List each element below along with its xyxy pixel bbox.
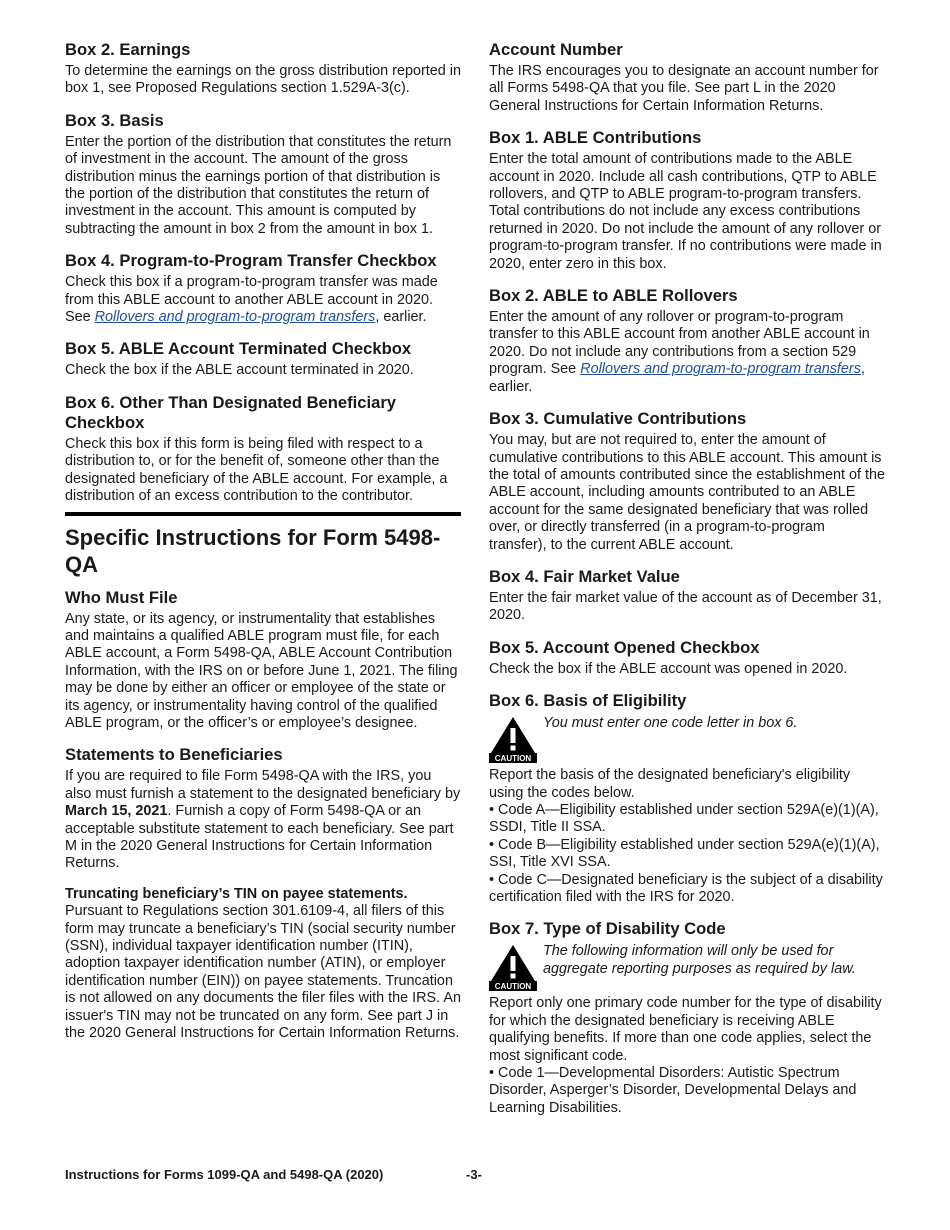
statements-text-after: . Furnish a copy of Form 5498-QA or an acceptable substitute statement to each beneficiary. See part M in the 2020 General Instructions for Certain Information Returns. — [65, 803, 454, 872]
box6-caution-text: You must enter one code letter in box 6. — [543, 715, 798, 732]
box5-terminated-heading: Box 5. ABLE Account Terminated Checkbox — [65, 339, 412, 359]
box2-earnings-section — [65, 40, 461, 98]
right-column — [489, 40, 885, 1130]
box4-fmv-heading: Box 4. Fair Market Value — [489, 566, 680, 586]
box5-terminated-section — [65, 339, 461, 379]
box6-basis-text: Report the basis of the designated beneficiary's eligibility using the codes below. — [489, 767, 851, 801]
code-list-item: • Code C—Designated beneficiary is the subject of a disability certification filed with the IRS for 2020. — [489, 871, 883, 905]
box1-text: Enter the total amount of contributions made to the ABLE account in 2020. Include all cash contributions, QTP to ABLE rollovers, and QTP to ABLE program-to-program transfers. Total contributions do not include any excess contributions returned in 2020. Do not include the amount of any rollover or program-to-program transfer. If no contributions were made in 2020, enter zero in this box. — [489, 151, 882, 272]
who-must-file-section — [65, 588, 461, 733]
caution-icon — [489, 715, 537, 763]
box6-other-heading: Box 6. Other Than Designated Beneficiary Checkbox — [65, 392, 397, 432]
who-must-file-text: Any state, or its agency, or instrumentality that establishes and maintains a qualified ABLE program must file, for each ABLE account, a Form 5498-QA, ABLE Account Contribution Information, with the IRS on or before June 1, 2021. The filing may be done by either an officer or employee of the state or its agency, or instrumentality having control of the qualified ABLE program, or the officer’s or employee’s designee. — [65, 610, 458, 731]
code-c: Code C—Designated beneficiary is the subject of a disability certification filed with the IRS for 2020. — [489, 871, 883, 905]
box3-basis-text: Enter the portion of the distribution that constitutes the return of investment in the account. The amount of the gross distribution minus the earnings portion of that distribution is the portion of the distribution that constitutes the return of investment in the account. This amount is computed by subtracting the amount in box 2 from the amount in box 1. — [65, 133, 452, 237]
box6-other-section — [65, 393, 461, 506]
box6-basis-heading: Box 6. Basis of Eligibility — [489, 691, 687, 711]
box5-opened-heading: Box 5. Account Opened Checkbox — [489, 637, 760, 657]
box2-rollovers-text-before: Enter the amount of any rollover or program-to-program transfer to this ABLE account from another ABLE account in 2020. Do not include any contributions from a section 529 program. See — [489, 309, 870, 378]
box2-rollovers-text-after: , earlier. — [489, 361, 865, 395]
box3-cumulative-section — [489, 409, 885, 554]
caution-callout — [489, 715, 885, 763]
box4-transfer-text-after: , earlier. — [375, 309, 427, 326]
page-number: -3- — [466, 1167, 482, 1182]
truncating-lead: Truncating beneficiary’s TIN on payee statements. — [65, 885, 408, 902]
account-number-section — [489, 40, 885, 115]
code-list-item: • Code A—Eligibility established under section 529A(e)(1)(A), SSDI, Title II SSA. — [489, 801, 879, 836]
rollovers-link[interactable]: Rollovers and program-to-program transfers — [580, 361, 861, 378]
box6-other-text: Check this box if this form is being filed with respect to a distribution to, or for the benefit of, someone other than the designated beneficiary of the ABLE account. For example, a distribution of an excess contribution to the contributor. — [65, 435, 448, 505]
statements-text-before: If you are required to file Form 5498-QA with the IRS, you also must furnish a statement to the designated beneficiary by — [65, 768, 461, 802]
box4-transfer-section — [65, 251, 461, 326]
box1-heading: Box 1. ABLE Contributions — [489, 128, 702, 148]
truncating-section — [65, 886, 461, 1043]
caution-label: CAUTION — [494, 754, 532, 764]
box2-earnings-heading: Box 2. Earnings — [65, 40, 191, 59]
who-must-file-heading: Who Must File — [65, 587, 178, 607]
box7-disability-text: Report only one primary code number for the type of disability for which the designated beneficiary is receiving ABLE qualifying benefits. If more than one code applies, select the most significant code. — [489, 995, 882, 1064]
box2-earnings-text: To determine the earnings on the gross distribution reported in box 1, see Proposed Regulations section 1.529A-3(c). — [65, 63, 461, 97]
page-footer — [65, 1167, 885, 1182]
box6-basis-section — [489, 691, 885, 906]
truncating-text — [65, 886, 461, 1043]
code-list-item: • Code B—Eligibility established under section 529A(e)(1)(A), SSI, Title XVI SSA. — [489, 836, 880, 871]
box5-terminated-text: Check the box if the ABLE account terminated in 2020. — [65, 362, 414, 379]
box4-transfer-heading: Box 4. Program-to-Program Transfer Checkbox — [65, 251, 437, 271]
section-divider — [65, 512, 461, 516]
statements-section — [65, 745, 461, 872]
box3-cumulative-text: You may, but are not required to, enter the amount of cumulative contributions to this ABLE account. This amount is the total of amounts contributed since the establishment of the ABLE account, including amounts contributed to an ABLE account for the same designated beneficiary that was rolled over, or directly transferred (in a program-to-program transfer), to the current ABLE account. — [489, 432, 885, 553]
box2-rollovers-heading: Box 2. ABLE to ABLE Rollovers — [489, 286, 738, 306]
code-1: Code 1—Developmental Disorders: Autistic Spectrum Disorder, Asperger’s Disorder, Developmental Delays and Learning Disabilities. — [489, 1065, 857, 1116]
box7-caution-text: The following information will only be used for aggregate reporting purposes as required by law. — [543, 943, 856, 977]
box3-basis-heading: Box 3. Basis — [65, 110, 164, 130]
left-column — [65, 40, 461, 1055]
caution-icon — [489, 943, 537, 991]
box3-basis-section — [65, 111, 461, 238]
statements-text — [65, 768, 461, 872]
footer-title: Instructions for Forms 1099-QA and 5498-QA (2020) — [65, 1167, 384, 1182]
specific-instructions-heading: Specific Instructions for Form 5498-QA — [65, 524, 441, 577]
code-list-item: • Code 1—Developmental Disorders: Autistic Spectrum Disorder, Asperger’s Disorder, Developmental Delays and Learning Disabilities. — [489, 1065, 857, 1116]
box7-disability-section — [489, 919, 885, 1117]
box4-fmv-text: Enter the fair market value of the account as of December 31, 2020. — [489, 589, 882, 624]
statements-heading: Statements to Beneficiaries — [65, 745, 283, 765]
box1-section — [489, 128, 885, 273]
box2-rollovers-text — [489, 309, 885, 396]
rollovers-link[interactable]: Rollovers and program-to-program transfers — [94, 309, 376, 326]
box4-fmv-section — [489, 567, 885, 625]
box7-disability-heading: Box 7. Type of Disability Code — [489, 919, 726, 939]
box4-transfer-text-before: Check this box if a program-to-program transfer was made from this ABLE account to another ABLE account in 2020. See — [65, 274, 438, 326]
account-number-heading: Account Number — [489, 40, 623, 59]
statements-date: March 15, 2021 — [65, 803, 168, 820]
box5-opened-section — [489, 638, 885, 678]
code-a: Code A—Eligibility established under section 529A(e)(1)(A), SSDI, Title II SSA. — [489, 801, 879, 836]
truncating-body: Pursuant to Regulations section 301.6109-4, all filers of this form may truncate a beneficiary’s TIN (social security number (SSN), individual taxpayer identification number (ITIN), adoption taxpayer identification number (ATIN), or employer identification number (EIN)) on payee statements. Truncation is not allowed on any documents the filer files with the IRS. An issuer's TIN may not be truncated on any form. See part J in the 2020 General Instructions for Certain Information Returns. — [65, 903, 461, 1042]
account-number-text: The IRS encourages you to designate an account number for all Forms 5498-QA that you file. See part L in the 2020 General Instructions for Certain Information Returns. — [489, 63, 879, 114]
box2-rollovers-section — [489, 286, 885, 396]
box4-transfer-text — [65, 274, 461, 326]
code-b: Code B—Eligibility established under section 529A(e)(1)(A), SSI, Title XVI SSA. — [489, 836, 880, 871]
caution-label: CAUTION — [494, 982, 532, 992]
box5-opened-text: Check the box if the ABLE account was opened in 2020. — [489, 660, 848, 677]
box3-cumulative-heading: Box 3. Cumulative Contributions — [489, 409, 747, 429]
caution-callout — [489, 943, 885, 991]
